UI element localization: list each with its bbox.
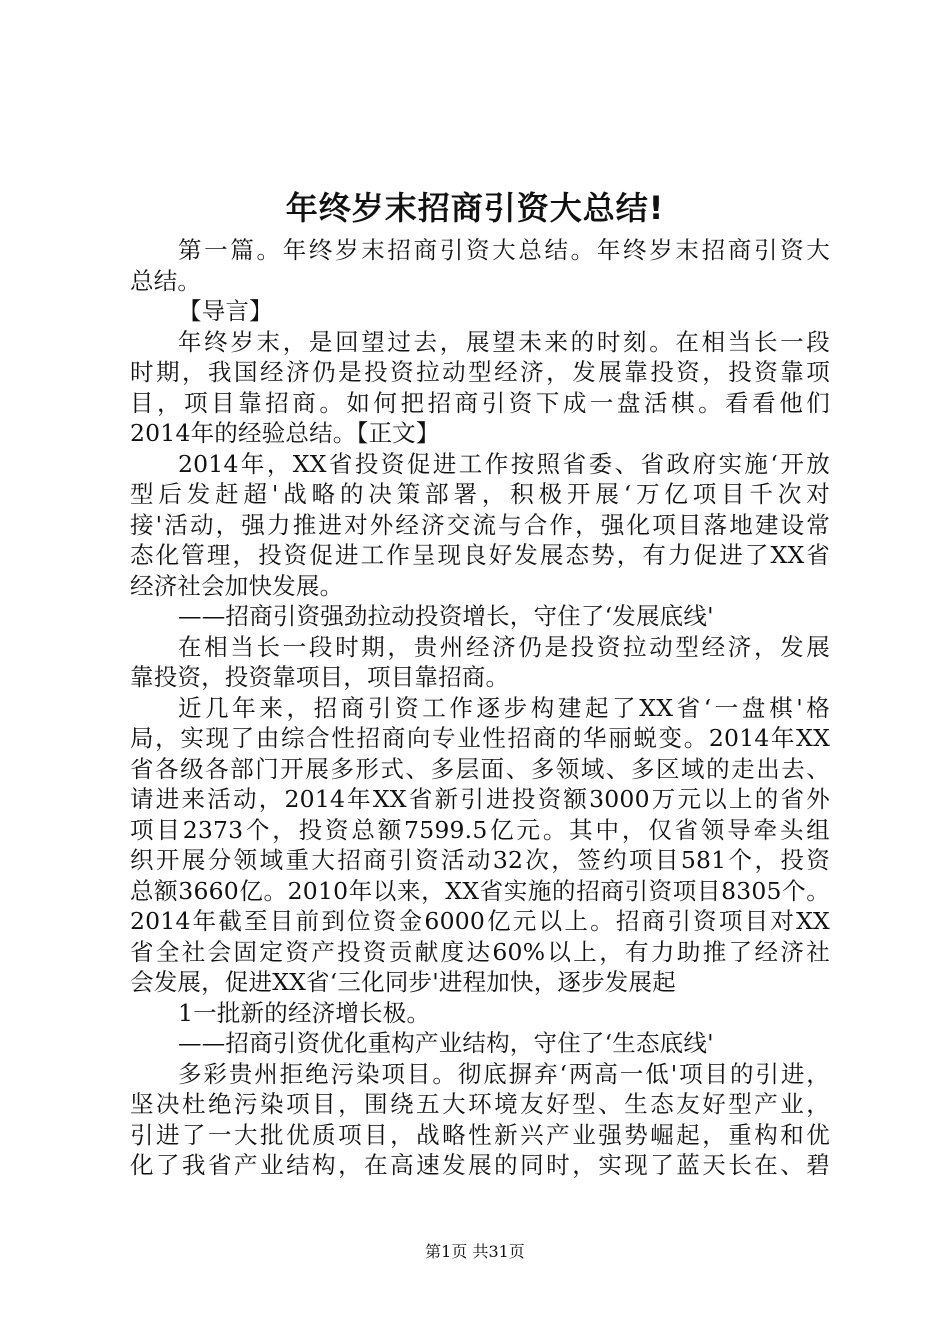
text-line: 态化管理，投资促进工作呈现良好发展态势，有力促进了XX省: [130, 541, 830, 569]
text-line: 型后发赶超'战略的决策部署，积极开展‘万亿项目千次对: [130, 480, 830, 508]
text-line: 在相当长一段时期，贵州经济仍是投资拉动型经济，发展: [178, 632, 830, 661]
text-line: 总结。: [130, 266, 202, 295]
text-line: 接'活动，强力推进对外经济交流与合作，强化项目落地建设常: [130, 510, 830, 539]
text-line: 近几年来，招商引资工作逐步构建起了XX省‘一盘棋'格: [178, 693, 830, 722]
text-line: 总额3660亿。2010年以来，XX省实施的招商引资项目8305个。: [130, 876, 830, 905]
text-line: 省各级各部门开展多形式、多层面、多领域、多区域的走出去、: [130, 754, 830, 783]
text-line: ——招商引资优化重构产业结构，守住了‘生态底线': [178, 1029, 714, 1057]
text-line: 1一批新的经济增长极。: [178, 998, 431, 1027]
page-footer: 第1页 共31页: [425, 1242, 525, 1261]
text-line: 第一篇。年终岁末招商引资大总结。年终岁末招商引资大: [178, 236, 830, 264]
text-line: 化了我省产业结构，在高速发展的同时，实现了蓝天长在、碧: [130, 1151, 830, 1179]
text-line: ——招商引资强劲拉动投资增长，守住了‘发展底线': [178, 602, 714, 630]
text-line: 2014年的经验总结。【正文】: [130, 419, 440, 447]
text-line: 经济社会加快发展。: [130, 571, 344, 600]
text-line: 坚决杜绝污染项目，围绕五大环境友好型、生态友好型产业，: [130, 1090, 830, 1118]
text-line: 引进了一大批优质项目，战略性新兴产业强势崛起，重构和优: [130, 1120, 830, 1149]
document-title: 年终岁末招商引资大总结!: [285, 189, 665, 227]
text-line: 局，实现了由综合性招商向专业性招商的华丽蜕变。2014年XX: [130, 724, 830, 752]
text-line: 靠投资，投资靠项目，项目靠招商。: [130, 663, 510, 691]
text-line: 织开展分领域重大招商引资活动32次，签约项目581个，投资: [130, 846, 830, 874]
text-line: 【导言】: [178, 297, 273, 325]
text-line: 项目2373个，投资总额7599.5亿元。其中，仅省领导牵头组: [130, 815, 830, 844]
document-body: [130, 235, 830, 1181]
text-line: 2014年，XX省投资促进工作按照省委、省政府实施‘开放: [178, 449, 830, 478]
text-line: 年终岁末，是回望过去，展望未来的时刻。在相当长一段: [178, 327, 830, 356]
text-line: 多彩贵州拒绝污染项目。彻底摒弃‘两高一低'项目的引进，: [178, 1059, 830, 1088]
text-line: 2014年截至目前到位资金6000亿元以上。招商引资项目对XX: [130, 907, 830, 935]
text-line: 会发展，促进XX省‘三化同步'进程加快，逐步发展起: [130, 968, 676, 996]
text-line: 时期，我国经济仍是投资拉动型经济，发展靠投资，投资靠项: [130, 358, 830, 386]
text-line: 请进来活动，2014年XX省新引进投资额3000万元以上的省外: [130, 785, 830, 813]
text-line: 目，项目靠招商。如何把招商引资下成一盘活棋。看看他们: [130, 388, 830, 417]
text-line: 省全社会固定资产投资贡献度达60%以上，有力助推了经济社: [130, 937, 830, 966]
